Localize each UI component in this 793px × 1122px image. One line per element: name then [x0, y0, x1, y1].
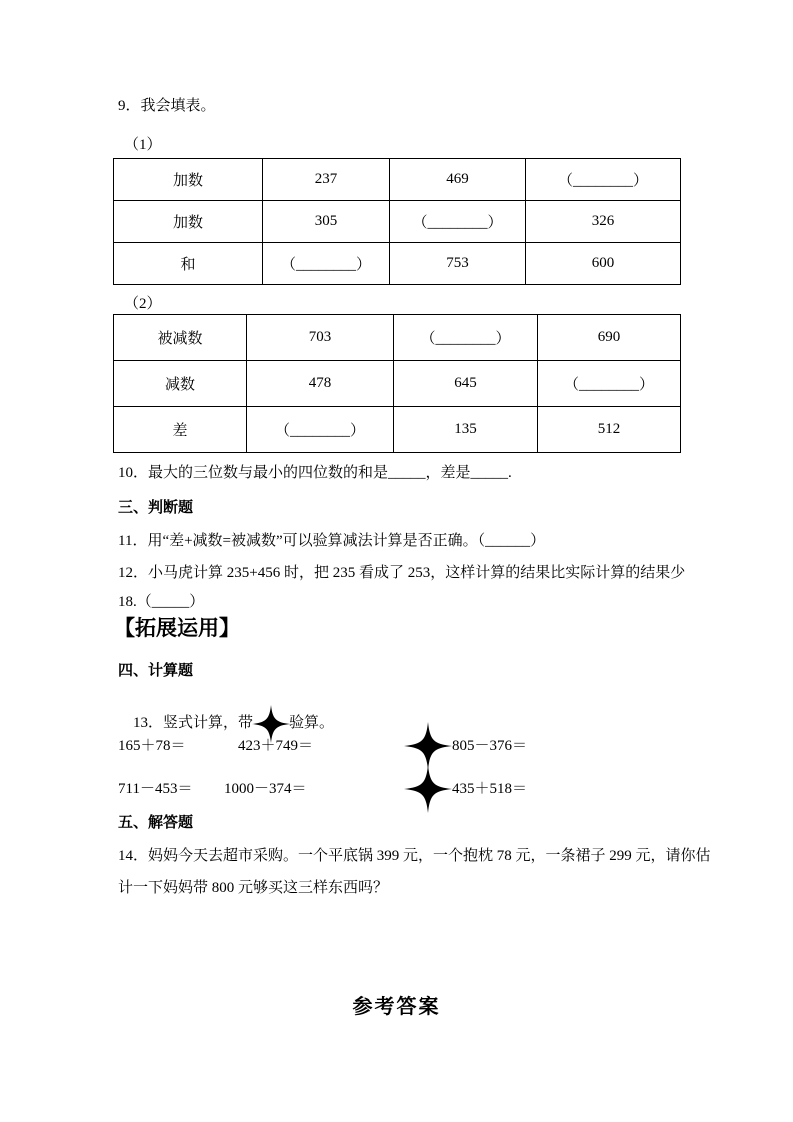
expand-section-title: 【拓展运用】 [114, 617, 240, 640]
table-cell: 和 [114, 243, 263, 285]
section-4-title: 四、计算题 [118, 662, 194, 679]
table-cell: 469 [390, 159, 526, 201]
question-14-line-2: 计一下妈妈带 800 元够买这三样东西吗？ [118, 880, 389, 896]
question-9-label: 9．我会填表。 [118, 98, 216, 114]
table-row [114, 243, 681, 285]
table-cell: 478 [247, 361, 394, 407]
table-cell: 703 [247, 315, 394, 361]
equation-435-plus-518: 435＋518＝ [452, 781, 528, 797]
table-row [114, 201, 681, 243]
table-row [114, 361, 681, 407]
subtraction-fill-table [113, 314, 681, 453]
question-10: 10．最大的三位数与最小的四位数的和是_____，差是_____. [118, 465, 512, 481]
section-3-title: 三、判断题 [118, 499, 194, 516]
table-cell: 645 [394, 361, 538, 407]
table-cell-blank: （________） [538, 361, 681, 407]
table-cell: 被减数 [114, 315, 247, 361]
question-12-line-2: 18.（_____） [118, 594, 205, 610]
four-pointed-star-icon [404, 759, 452, 819]
table-cell: 305 [263, 201, 390, 243]
section-5-title: 五、解答题 [118, 814, 194, 831]
table-cell: 690 [538, 315, 681, 361]
table-cell: 减数 [114, 361, 247, 407]
table-row [114, 315, 681, 361]
table-cell: 326 [526, 201, 681, 243]
table-cell: 237 [263, 159, 390, 201]
table-row [114, 159, 681, 201]
table-cell-blank: （________） [247, 407, 394, 453]
equation-165-plus-78: 165＋78＝ [118, 738, 186, 754]
table-cell: 600 [526, 243, 681, 285]
addition-fill-table [113, 158, 681, 285]
table-cell: 512 [538, 407, 681, 453]
question-13-prefix: 13．竖式计算，带 [133, 715, 254, 731]
question-12-line-1: 12．小马虎计算 235+456 时，把 235 看成了 253，这样计算的结果比实际计算的结果少 [118, 565, 686, 581]
question-14-line-1: 14．妈妈今天去超市采购。一个平底锅 399 元，一个抱枕 78 元，一条裙子 299 元，请你估 [118, 848, 711, 864]
table-cell: 135 [394, 407, 538, 453]
table-cell: 加数 [114, 159, 263, 201]
equation-423-plus-749: 423＋749＝ [238, 738, 314, 754]
table-cell-blank: （________） [394, 315, 538, 361]
table-cell: 差 [114, 407, 247, 453]
question-13-suffix: 验算。 [289, 715, 335, 731]
table-cell-blank: （________） [526, 159, 681, 201]
question-11: 11．用“差+减数=被减数”可以验算减法计算是否正确。（______） [118, 533, 546, 549]
table-cell-blank: （________） [263, 243, 390, 285]
reference-answers-title: 参考答案 [352, 996, 441, 1018]
equation-805-minus-376: 805－376＝ [452, 738, 528, 754]
equation-711-minus-453: 711－453＝ [118, 781, 193, 797]
equation-1000-minus-374: 1000－374＝ [224, 781, 307, 797]
table-row [114, 407, 681, 453]
table-2-caption: （2） [124, 296, 162, 312]
table-1-caption: （1） [124, 137, 162, 153]
table-cell: 753 [390, 243, 526, 285]
table-cell: 加数 [114, 201, 263, 243]
table-cell-blank: （________） [390, 201, 526, 243]
